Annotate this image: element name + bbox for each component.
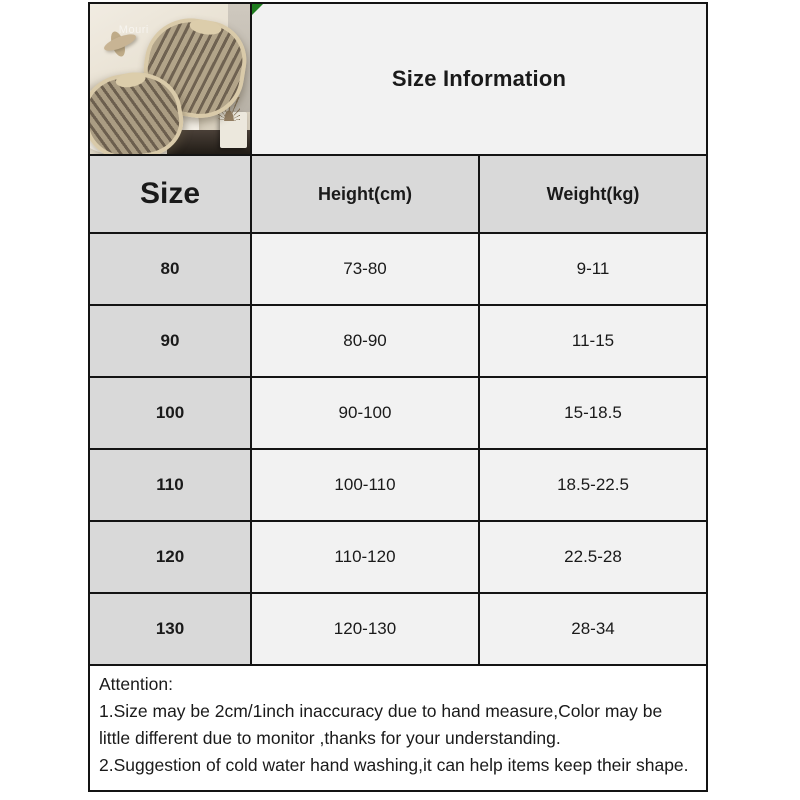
- page-title: Size Information: [391, 66, 567, 91]
- column-header-size: Size: [90, 156, 250, 232]
- size-cell: 100: [90, 378, 250, 448]
- height-cell: 73-80: [252, 234, 478, 304]
- table-header-row: [90, 156, 706, 232]
- weight-cell: 15-18.5: [480, 378, 706, 448]
- banner-row: [90, 4, 706, 154]
- height-cell: 120-130: [252, 594, 478, 664]
- table-row: [90, 594, 706, 664]
- photo-watermark: Mouri: [118, 23, 149, 36]
- weight-cell: 28-34: [480, 594, 706, 664]
- column-header-weight: Weight(kg): [480, 156, 706, 232]
- size-cell: 90: [90, 306, 250, 376]
- attention-line-2: 2.Suggestion of cold water hand washing,it can help items keep their shape.: [99, 755, 689, 775]
- table-row: [90, 378, 706, 448]
- attention-title: Attention:: [99, 674, 173, 694]
- weight-cell: 9-11: [480, 234, 706, 304]
- weight-cell: 22.5-28: [480, 522, 706, 592]
- product-photo: [90, 4, 250, 154]
- size-information-header: [252, 4, 706, 154]
- height-cell: 90-100: [252, 378, 478, 448]
- weight-cell: 18.5-22.5: [480, 450, 706, 520]
- table-row: [90, 450, 706, 520]
- green-corner-marker-icon: [252, 4, 263, 15]
- height-cell: 100-110: [252, 450, 478, 520]
- size-cell: 120: [90, 522, 250, 592]
- attention-line-1: 1.Size may be 2cm/1inch inaccuracy due to hand measure,Color may be little different due to monitor ,thanks for your understanding.: [99, 701, 663, 748]
- size-cell: 110: [90, 450, 250, 520]
- size-cell: 80: [90, 234, 250, 304]
- size-chart-sheet: [88, 2, 708, 792]
- size-cell: 130: [90, 594, 250, 664]
- column-header-height: Height(cm): [252, 156, 478, 232]
- weight-cell: 11-15: [480, 306, 706, 376]
- attention-row: [90, 666, 706, 790]
- attention-note: [90, 666, 706, 790]
- table-row: [90, 522, 706, 592]
- table-row: [90, 306, 706, 376]
- table-row: [90, 234, 706, 304]
- height-cell: 80-90: [252, 306, 478, 376]
- height-cell: 110-120: [252, 522, 478, 592]
